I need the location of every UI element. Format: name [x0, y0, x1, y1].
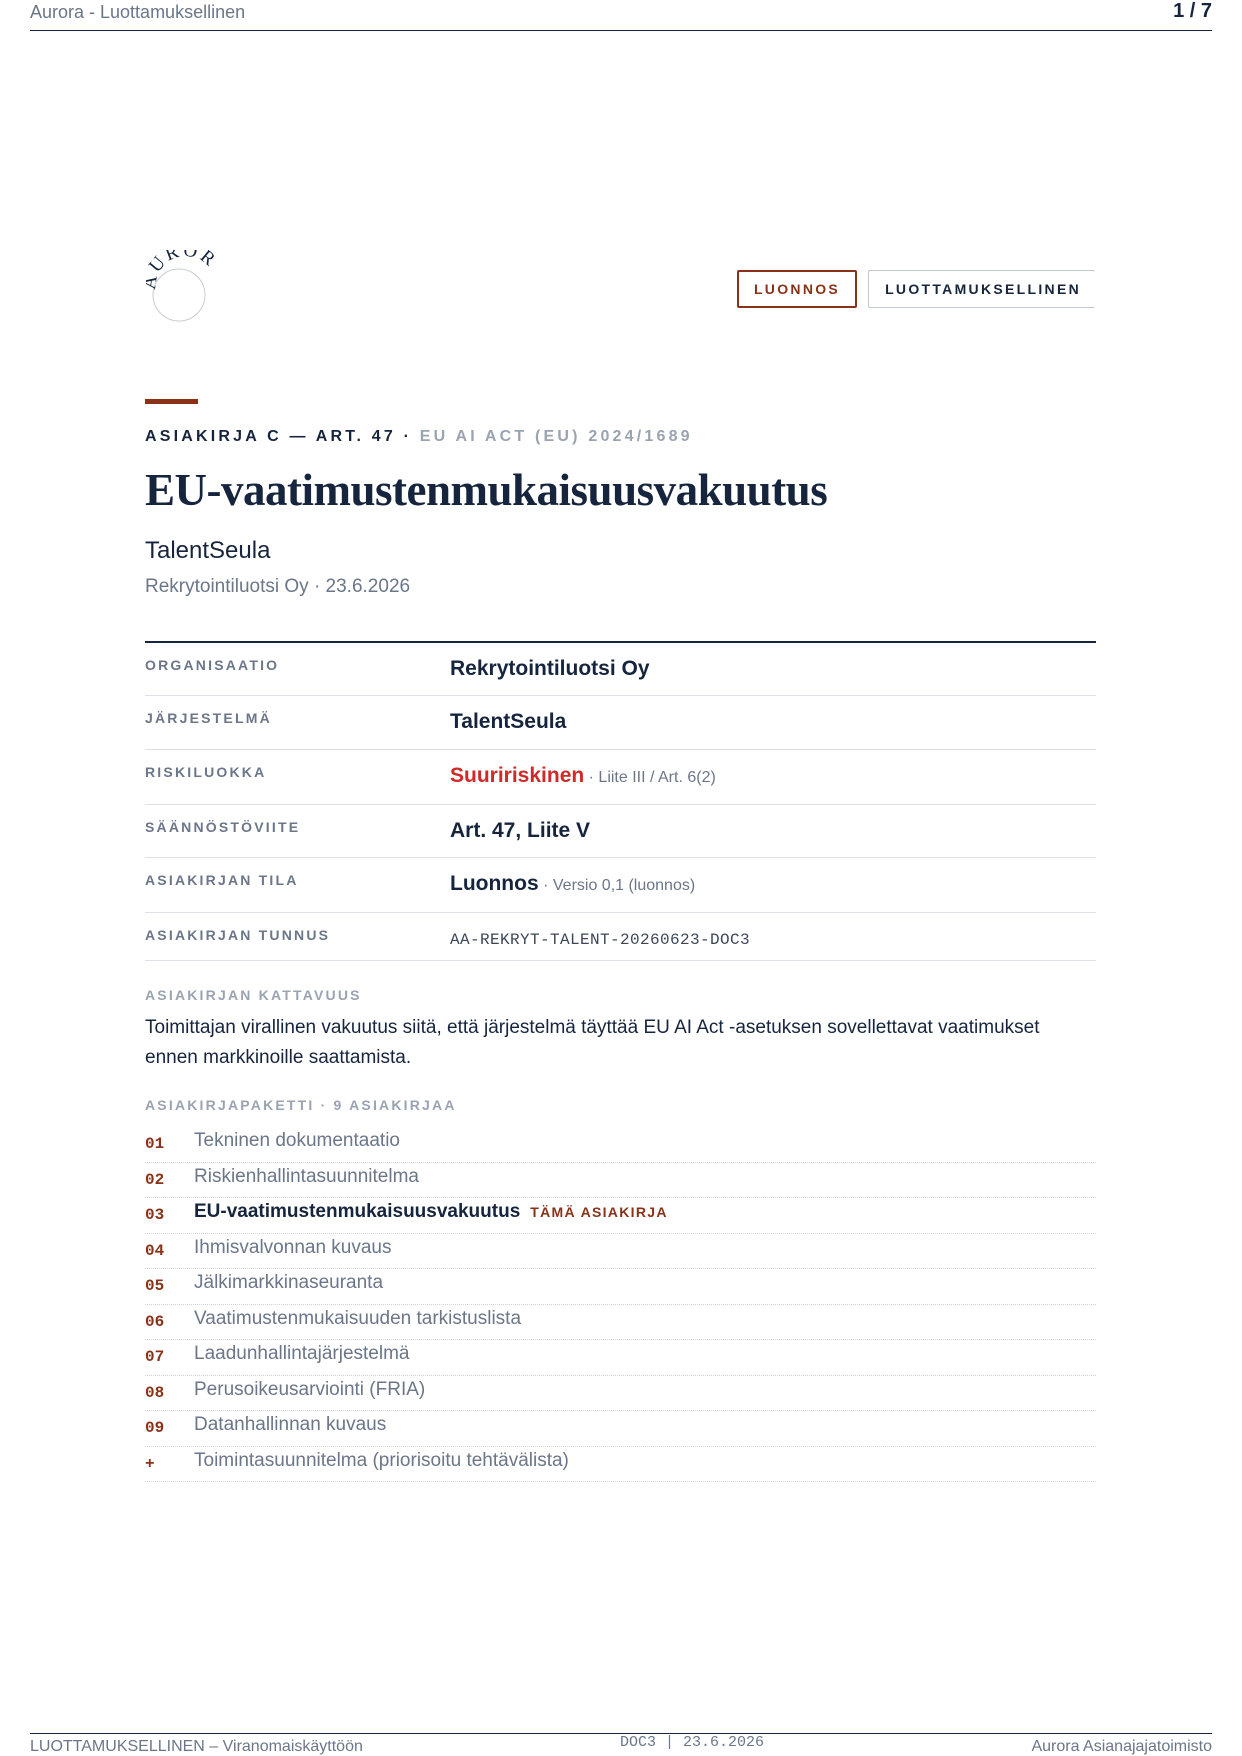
list-item: 09 Datanhallinnan kuvaus: [145, 1411, 1096, 1447]
list-item: 01 Tekninen dokumentaatio: [145, 1127, 1096, 1163]
running-footer: [30, 1733, 1212, 1756]
risk-value: Suuririskinen: [450, 764, 585, 787]
footer-confidentiality: LUOTTAMUKSELLINEN – Viranomaiskäyttöön: [30, 1738, 363, 1755]
meta-row-organisation: [145, 643, 1096, 696]
meta-row-document-id: [145, 913, 1096, 961]
meta-value: TalentSeula: [450, 710, 567, 733]
status-note: · Versio 0,1 (luonnos): [538, 877, 696, 894]
list-item: + Toimintasuunnitelma (priorisoitu tehtävälista): [145, 1447, 1096, 1483]
list-item: 05 Jälkimarkkinaseuranta: [145, 1269, 1096, 1305]
metadata-table: [145, 641, 1096, 961]
meta-value: Rekrytointiluotsi Oy: [450, 657, 650, 680]
page-number: 1 / 7: [1173, 0, 1212, 22]
list-item: 02 Riskienhallintasuunnitelma: [145, 1163, 1096, 1199]
package-label: ASIAKIRJAPAKETTI · 9 ASIAKIRJAA: [145, 1097, 457, 1113]
eyebrow-main: ASIAKIRJA C — ART. 47: [145, 428, 396, 445]
accent-bar: [145, 399, 198, 404]
list-item: 04 Ihmisvalvonnan kuvaus: [145, 1234, 1096, 1270]
eyebrow-regulation: EU AI ACT (EU) 2024/1689: [419, 428, 693, 445]
footer-firm: Aurora Asianajajatoimisto: [1031, 1738, 1212, 1755]
meta-key: SÄÄNNÖSTÖVIITE: [145, 819, 301, 835]
meta-key: ASIAKIRJAN TILA: [145, 872, 299, 888]
list-item: 06 Vaatimustenmukaisuuden tarkistuslista: [145, 1305, 1096, 1341]
meta-value: [450, 764, 716, 788]
meta-key: ORGANISAATIO: [145, 657, 280, 673]
document-title: EU-vaatimustenmukaisuusvakuutus: [145, 465, 828, 515]
header-title: Aurora - Luottamuksellinen: [30, 2, 246, 22]
meta-key: JÄRJESTELMÄ: [145, 710, 272, 726]
aurora-logo: [146, 250, 228, 332]
risk-note: · Liite III / Art. 6(2): [584, 769, 716, 786]
meta-row-regulation-ref: [145, 805, 1096, 858]
meta-row-system: [145, 696, 1096, 750]
system-name: TalentSeula: [145, 537, 271, 564]
document-id: AA-REKRYT-TALENT-20260623-DOC3: [450, 931, 751, 949]
meta-value: Luonnos · Versio 0,1 (luonnos): [450, 872, 696, 895]
meta-row-risk-class: [145, 750, 1096, 805]
draft-badge: LUONNOS: [737, 270, 857, 308]
footer-doc-ref: DOC3 | 23.6.2026: [620, 1734, 765, 1751]
confidential-badge: LUOTTAMUKSELLINEN: [868, 270, 1095, 308]
meta-row-document-status: [145, 858, 1096, 913]
package-list: [145, 1127, 1096, 1482]
list-item: 08 Perusoikeusarviointi (FRIA): [145, 1376, 1096, 1412]
meta-key: ASIAKIRJAN TUNNUS: [145, 927, 331, 943]
list-item: 07 Laadunhallintajärjestelmä: [145, 1340, 1096, 1376]
meta-value: Art. 47, Liite V: [450, 819, 591, 842]
organisation-date: Rekrytointiluotsi Oy · 23.6.2026: [145, 576, 411, 597]
meta-key: RISKILUOKKA: [145, 764, 267, 780]
running-header: [30, 0, 1212, 31]
eyebrow-separator: ·: [395, 428, 420, 445]
logo-text: UROR: [146, 250, 221, 277]
list-item-current: 03 EU-vaatimustenmukaisuusvakuutus TÄMÄ ASIAKIRJA: [145, 1198, 1096, 1234]
scope-text: Toimittajan virallinen vakuutus siitä, että järjestelmä täyttää EU AI Act -asetuksen sovellettavat vaatimukset ennen markkinoille saattamista.: [145, 1017, 1040, 1068]
status-badges: [737, 270, 1095, 308]
current-document-tag: TÄMÄ ASIAKIRJA: [530, 1204, 668, 1220]
document-eyebrow: [145, 428, 693, 446]
scope-label: ASIAKIRJAN KATTAVUUS: [145, 987, 362, 1003]
